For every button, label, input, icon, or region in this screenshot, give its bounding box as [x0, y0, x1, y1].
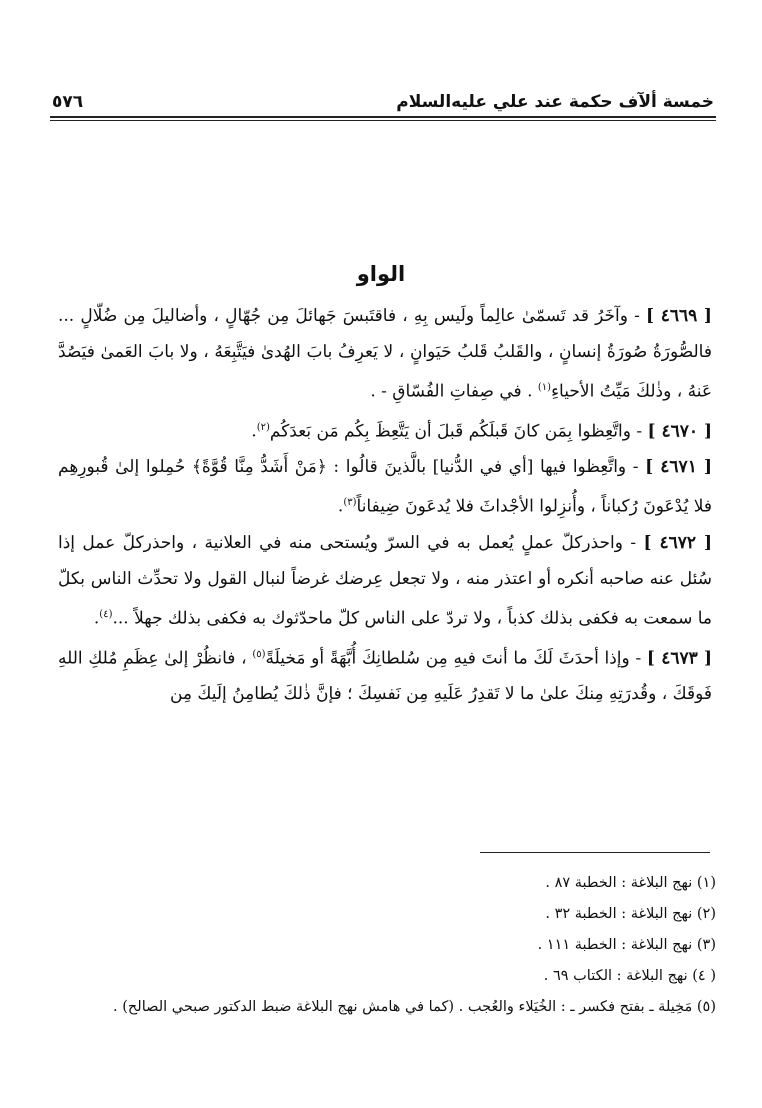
footnote-ref: (١): [537, 382, 552, 393]
entry-text: - واتَّعِظوا بِمَن كانَ قَبلَكُم قَبلَ أن يَتَّعِظَ بِكُم مَن بَعدَكُم: [269, 421, 643, 442]
entry-tail: .: [251, 421, 257, 442]
footnote-ref: (٥): [252, 648, 266, 660]
body-text: [58, 298, 712, 712]
header-rule: [50, 116, 716, 118]
page-number: ٥٧٦: [52, 92, 84, 112]
footnote-separator: [480, 852, 710, 853]
footnote-ref: (٣): [343, 497, 357, 509]
entry-tail: . في صِفاتِ الفُسّاقِ - .: [370, 381, 533, 402]
entry-tail: .: [93, 608, 100, 629]
footnote: (٢) نهج البلاغة : الخطبة ٣٢ .: [545, 906, 716, 922]
footnote: ( ٤) نهج البلاغة : الكتاب ٦٩ .: [543, 968, 716, 984]
entry: [58, 449, 712, 525]
entry: [58, 637, 712, 713]
entry-text: - وآخَرُ قد تَسمّىٰ عالِماً ولَيس بِهِ ، فاقتَبسَ جَهائلَ مِن جُهّالٍ ، وأضاليلَ مِن ضُلّالٍ ... فالصُّورَةُ صُورَةُ إنسانٍ ، والقَلبُ قَلبُ حَيَوانٍ ، لا يَعرِفُ بابَ الهُدىٰ فيَتَّبِعَهُ ، ولا بابَ العَمىٰ فيَصُدَّ عَنهُ ، وذٰلكَ مَيِّتُ الأحياءِ: [58, 306, 712, 402]
entry-number: [ ٤٦٧٠ ]: [647, 421, 712, 442]
section-title: الواو: [356, 262, 406, 286]
entry: [58, 410, 712, 450]
entry-tail: ، فانظُرْ إلىٰ عِظَمِ مُلكِ اللهِ فَوقَكَ ، وقُدرَتِهِ مِنكَ علىٰ ما لا تَقدِرُ عَلَيهِ مِن نَفسِكَ ؛ فإنَّ ذٰلكَ يُطامِنُ إلَيكَ مِن: [58, 648, 712, 705]
entry-number: [ ٤٦٧٣ ]: [646, 648, 713, 669]
header-title: خمسة ألآف حكمة عند علي عليه‌السلام: [396, 92, 714, 112]
entry-number: [ ٤٦٧٢ ]: [643, 532, 713, 553]
footnote: (٥) مَخِيلة ـ بفتح فكسر ـ : الخُيَلاء والعُجب . (كما في هامش نهج البلاغة ضبط الدكتور صبحي الصالح) .: [113, 999, 716, 1015]
entry-tail: .: [337, 496, 344, 517]
footnote: (١) نهج البلاغة : الخطبة ٨٧ .: [545, 875, 716, 891]
entry-number: [ ٤٦٧١ ]: [645, 457, 712, 478]
entry: [58, 298, 712, 410]
entry: [58, 525, 712, 637]
running-header: [52, 72, 714, 112]
footnote-ref: (٢): [256, 421, 270, 433]
footnote: (٣) نهج البلاغة : الخطبة ١١١ .: [537, 937, 716, 953]
entry-text: - واحذركلّ عملٍ يُعمل به في السرّ ويُستحى منه في العلانية ، واحذركلّ عمل إذا سُئل عنه صاحبه أنكره أو اعتذر منه ، ولا تجعل عِرضك غرضاً لنبال القول ولا تحدِّث الناس بكلّ ما سمعت به فكفى بذلك كذباً ، ولا تردّ على الناس كلّ ماحدّثوك به فكفى بذلك جهلاً ...: [58, 532, 712, 629]
entry-text: - واتَّعِظوا فيها [أي في الدُّنيا] بالَّذينَ قالُوا : ﴿مَنْ أَشَدُّ مِنَّا قُوَّةً﴾ حُمِلوا إلىٰ قُبورِهِم فلا يُدْعَونَ رُكباناً ، وأُنزِلوا الأجْداثَ فلا يُدعَونَ ضِيفاناً: [58, 457, 712, 517]
entry-text: - وإذا أحدَثَ لَكَ ما أنتَ فيهِ مِن سُلطانِكَ أُبَّهَةً أو مَخيلَةً: [265, 648, 642, 669]
entry-number: [ ٤٦٦٩ ]: [646, 306, 712, 326]
footnotes: [60, 868, 716, 1023]
footnote-ref: (٤): [99, 608, 113, 620]
header-rule-thin: [50, 120, 716, 121]
